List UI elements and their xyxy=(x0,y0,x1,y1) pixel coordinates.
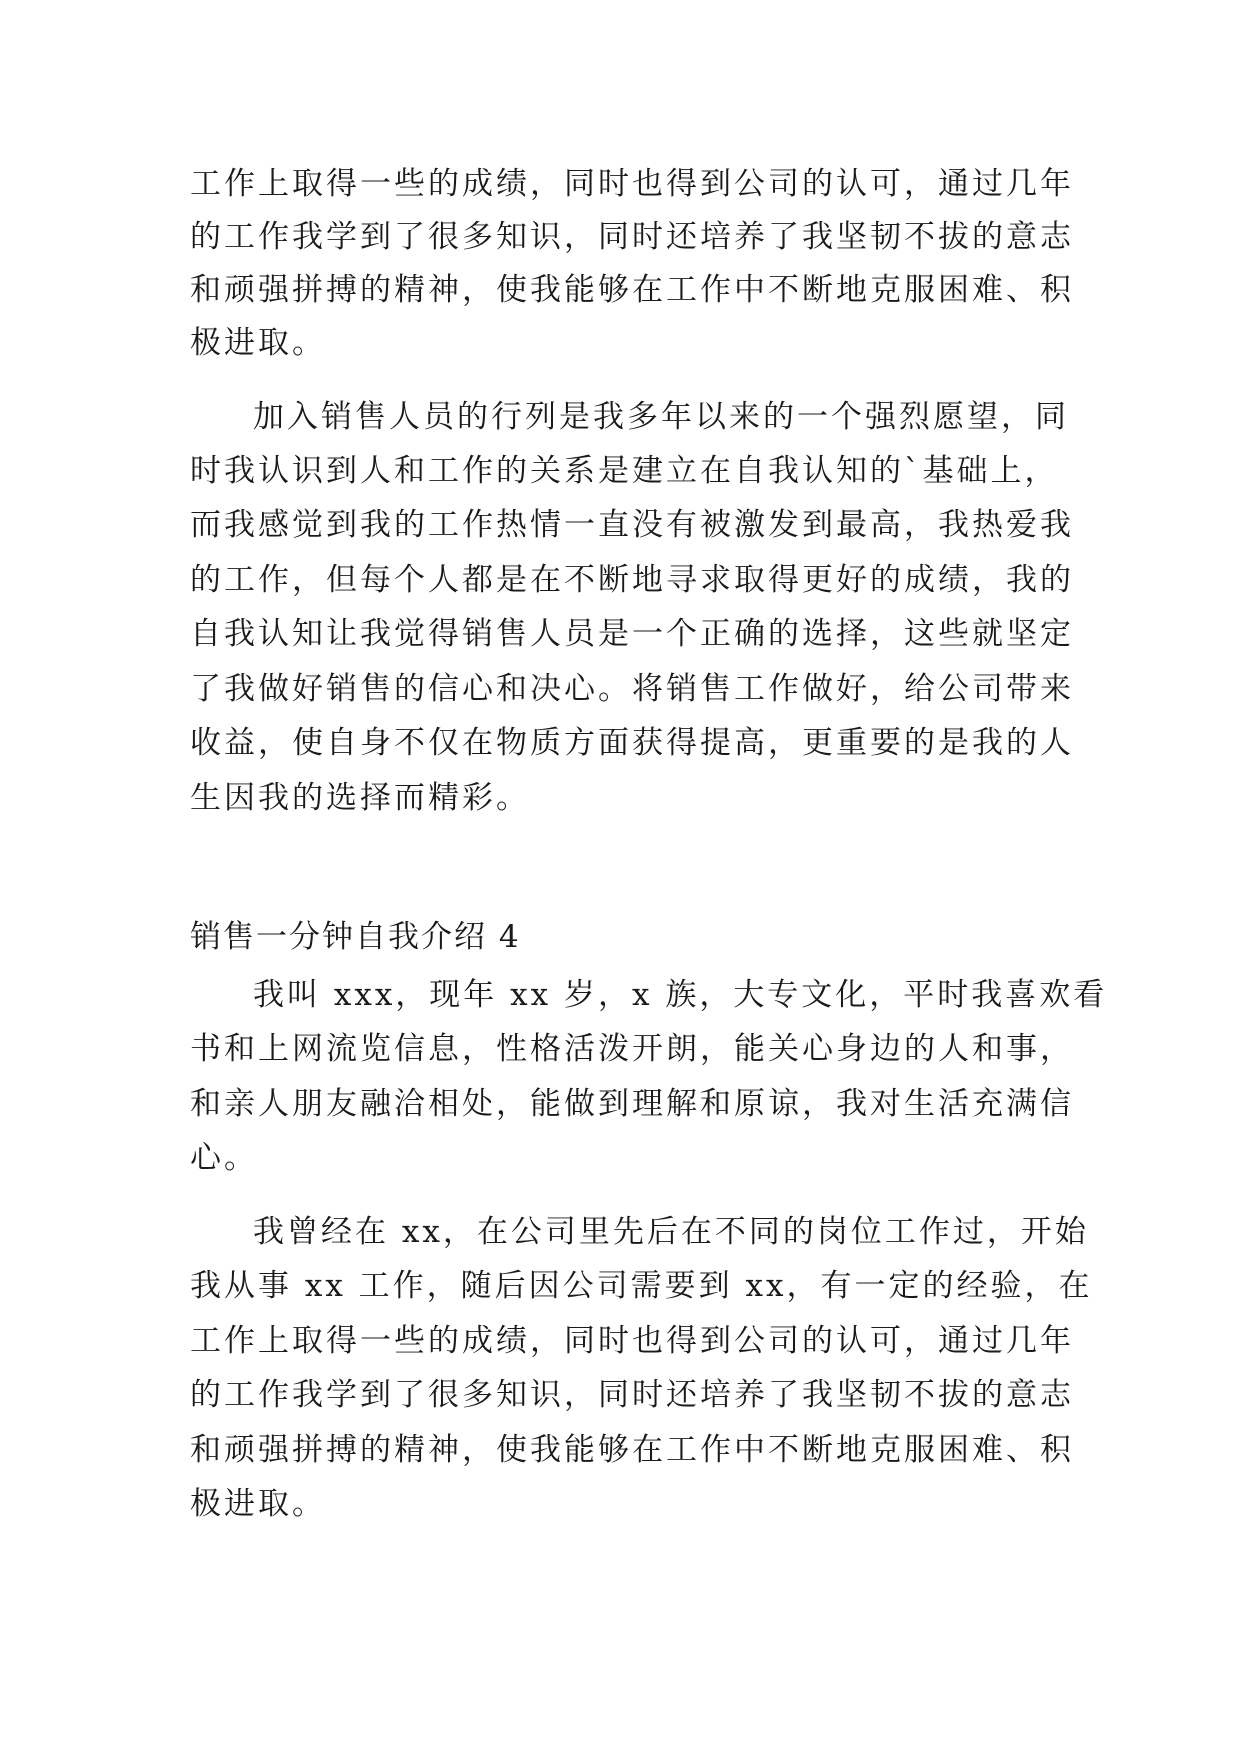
paragraph-line: 极进取。 xyxy=(190,1486,326,1522)
paragraph-line: 而我感觉到我的工作热情一直没有被激发到最高，我热爱我 xyxy=(190,507,1074,543)
paragraph-line: 了我做好销售的信心和决心。将销售工作做好，给公司带来 xyxy=(190,671,1074,707)
paragraph-line: 时我认识到人和工作的关系是建立在自我认知的`基础上， xyxy=(190,453,1059,489)
paragraph-line: 自我认知让我觉得销售人员是一个正确的选择，这些就坚定 xyxy=(190,616,1074,652)
paragraph-line: 书和上网流览信息，性格活泼开朗，能关心身边的人和事， xyxy=(190,1031,1074,1067)
paragraph-line: 我叫 xxx，现年 xx 岁，x 族，大专文化，平时我喜欢看 xyxy=(253,977,1108,1013)
paragraph-line: 心。 xyxy=(190,1140,258,1176)
paragraph-line: 生因我的选择而精彩。 xyxy=(190,780,530,816)
paragraph-line: 我曾经在 xx，在公司里先后在不同的岗位工作过，开始 xyxy=(253,1214,1089,1250)
paragraph-line: 极进取。 xyxy=(190,325,326,361)
paragraph-line: 的工作我学到了很多知识，同时还培养了我坚韧不拔的意志 xyxy=(190,1377,1074,1413)
paragraph-line: 收益，使自身不仅在物质方面获得提高，更重要的是我的人 xyxy=(190,725,1074,761)
paragraph-line: 的工作我学到了很多知识，同时还培养了我坚韧不拔的意志 xyxy=(190,219,1074,255)
paragraph-line: 工作上取得一些的成绩，同时也得到公司的认可，通过几年 xyxy=(190,1323,1074,1359)
paragraph-line: 和顽强拼搏的精神，使我能够在工作中不断地克服困难、积 xyxy=(190,1432,1074,1468)
paragraph-line: 工作上取得一些的成绩，同时也得到公司的认可，通过几年 xyxy=(190,166,1074,202)
paragraph-line: 加入销售人员的行列是我多年以来的一个强烈愿望，同 xyxy=(253,399,1069,435)
paragraph-line: 我从事 xx 工作，随后因公司需要到 xx，有一定的经验，在 xyxy=(190,1268,1093,1304)
paragraph-line: 和顽强拼搏的精神，使我能够在工作中不断地克服困难、积 xyxy=(190,272,1074,308)
section-heading: 销售一分钟自我介绍 4 xyxy=(190,919,521,955)
paragraph-line: 和亲人朋友融洽相处，能做到理解和原谅，我对生活充满信 xyxy=(190,1086,1074,1122)
paragraph-line: 的工作，但每个人都是在不断地寻求取得更好的成绩，我的 xyxy=(190,562,1074,598)
